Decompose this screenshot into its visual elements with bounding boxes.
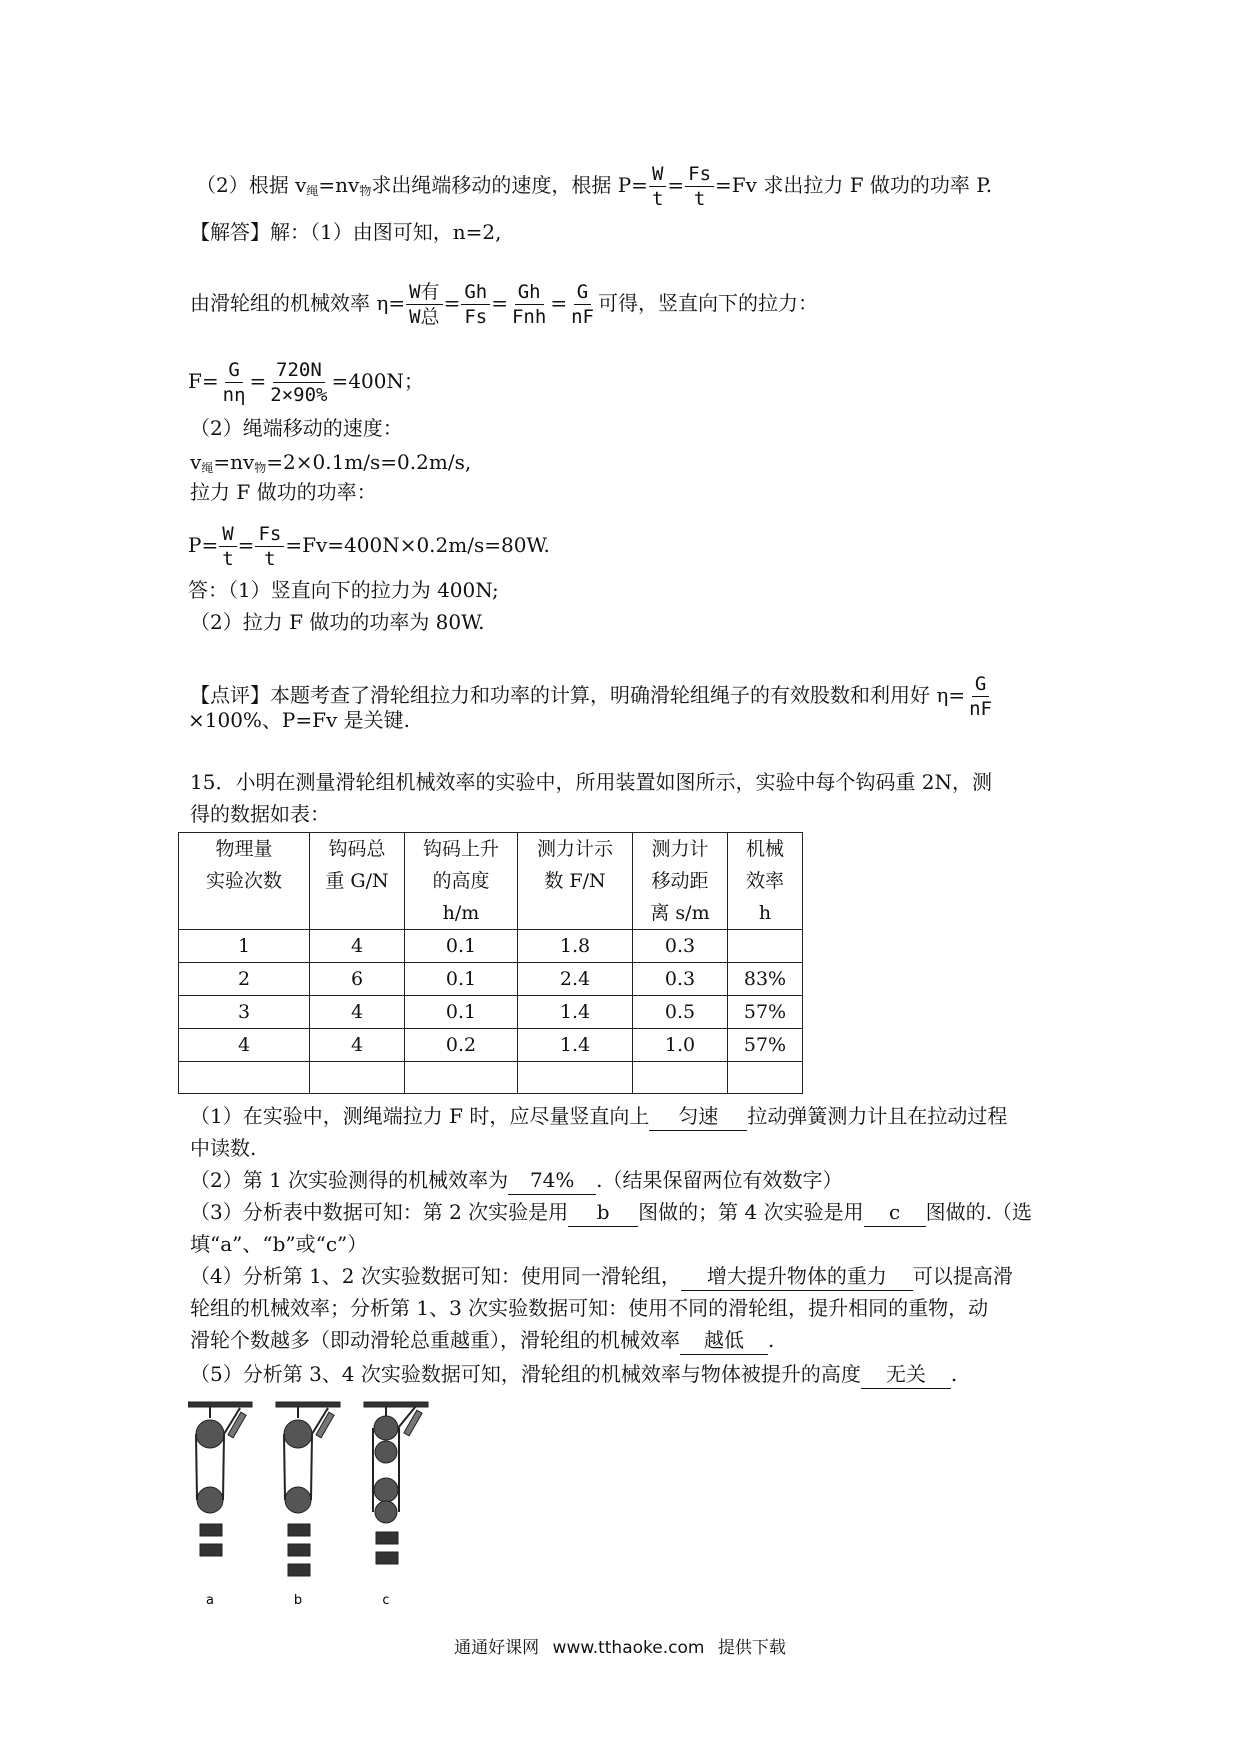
- table-cell: [310, 1062, 405, 1094]
- table-cell: 3: [179, 996, 310, 1029]
- text: 图做的；第 4 次实验是用: [638, 1200, 864, 1224]
- table-cell: [728, 930, 803, 963]
- rope: [196, 1434, 197, 1500]
- answer-1: 答：（1）竖直向下的拉力为 400N;: [188, 578, 499, 602]
- force-formula: F= $\frac{G}{n\eta}$ = $\frac{720N}{2\times 90\%}$ =400N；: [188, 359, 424, 406]
- table-cell: 1.4: [518, 1029, 633, 1062]
- header-line: 的高度: [432, 870, 490, 892]
- header-line: 物理量: [215, 838, 273, 860]
- answer-blank: 增大提升物体的重力: [681, 1262, 913, 1291]
- table-cell: [518, 1062, 633, 1094]
- table-cell: 57%: [728, 1029, 803, 1062]
- part-2: [190, 1166, 843, 1195]
- denominator: t: [651, 188, 664, 210]
- denominator: Fs: [464, 306, 488, 328]
- pulley-apparatus-figure: [188, 1400, 448, 1610]
- fraction: [649, 162, 666, 211]
- header-line: 效率: [745, 870, 784, 892]
- header-line: 数 F/N: [544, 870, 606, 892]
- table-row: [179, 1029, 803, 1062]
- weight-block: [376, 1532, 398, 1544]
- numerator: W有: [406, 280, 442, 305]
- text: 滑轮个数越多（即动滑轮总重越重），滑轮组的机械效率: [190, 1328, 680, 1352]
- rope: [223, 1434, 224, 1500]
- part-4-cont2: [190, 1326, 774, 1355]
- answer-blank: c: [864, 1198, 926, 1227]
- numerator: Fs: [255, 522, 284, 547]
- fraction: [220, 358, 249, 407]
- analysis-line: [196, 162, 992, 211]
- header-line: h/m: [442, 902, 480, 924]
- table-cell: 2: [179, 963, 310, 996]
- table-cell: 0.1: [405, 963, 518, 996]
- numerator: G: [225, 358, 242, 383]
- text: （3）分析表中数据可知：第 2 次实验是用: [190, 1200, 569, 1224]
- table-cell: 4: [179, 1029, 310, 1062]
- table-cell: 1.0: [633, 1029, 728, 1062]
- text: =400N；: [331, 369, 424, 393]
- part-3: [190, 1198, 1032, 1227]
- header-line: 离 s/m: [650, 902, 710, 924]
- table-cell: 4: [310, 930, 405, 963]
- moving-pulley: [375, 1501, 397, 1523]
- weight-block: [376, 1552, 398, 1564]
- table-cell: [728, 1062, 803, 1094]
- denominator: nF: [571, 306, 594, 328]
- numerator: 720N: [273, 358, 325, 383]
- numerator: Fs: [685, 162, 714, 187]
- text: =2×0.1m/s=0.2m/s,: [266, 450, 472, 474]
- text: 可以提高滑: [912, 1264, 1013, 1288]
- table-header-row: [179, 833, 803, 930]
- weight-block: [200, 1544, 222, 1556]
- text: （1）在实验中，测绳端拉力 F 时，应尽量竖直向上: [190, 1104, 650, 1128]
- text: F=: [188, 369, 219, 393]
- rope: [284, 1434, 285, 1500]
- answer-blank: 匀速: [649, 1102, 747, 1131]
- part-1: [190, 1102, 1007, 1131]
- moving-pulley: [197, 1487, 223, 1513]
- table-row: [179, 1062, 803, 1094]
- text: .: [768, 1328, 775, 1352]
- table-cell: 0.3: [633, 963, 728, 996]
- subscript: 绳: [306, 184, 319, 198]
- fraction: [568, 280, 597, 329]
- text: 拉动弹簧测力计且在拉动过程: [747, 1104, 1008, 1128]
- text: （2）第 1 次实验测得的机械效率为: [190, 1168, 509, 1192]
- subscript: 物: [254, 461, 267, 475]
- fixed-pulley: [284, 1420, 312, 1448]
- denominator: t: [222, 548, 234, 570]
- spring-scale: [404, 1410, 422, 1436]
- answer-blank: 无关: [861, 1360, 951, 1389]
- text: 求出绳端移动的速度，根据 P=: [371, 173, 648, 197]
- weight-block: [200, 1524, 222, 1536]
- header-line: 测力计示: [536, 838, 613, 860]
- text: （4）分析第 1、2 次实验数据可知：使用同一滑轮组，: [190, 1264, 681, 1288]
- part-4: [190, 1262, 1013, 1291]
- answer-blank: 74%: [508, 1166, 596, 1195]
- table-cell: 4: [310, 1029, 405, 1062]
- subscript: 物: [359, 184, 372, 198]
- table-cell: 0.1: [405, 996, 518, 1029]
- moving-pulley: [374, 1478, 398, 1502]
- table-row: [179, 930, 803, 963]
- numerator: W: [649, 162, 666, 187]
- table-row: [179, 963, 803, 996]
- table-cell: 1.4: [518, 996, 633, 1029]
- text: .: [950, 1362, 958, 1386]
- text: =nv: [213, 450, 255, 474]
- subscript: 绳: [201, 461, 214, 475]
- table-row: [179, 996, 803, 1029]
- text: =: [667, 173, 685, 197]
- pulley-set-b: [276, 1402, 340, 1576]
- comment-line-2: ×100%、P=Fv 是关键.: [188, 708, 411, 732]
- fraction: [219, 522, 236, 571]
- text: =Fv 求出拉力 F 做功的功率 P.: [715, 173, 993, 197]
- table-cell: 1.8: [518, 930, 633, 963]
- ceiling-bar: [276, 1402, 340, 1407]
- table-cell: 57%: [728, 996, 803, 1029]
- footer-url[interactable]: www.tthaoke.com: [552, 1638, 705, 1658]
- pulley-set-a: [188, 1402, 252, 1556]
- fixed-pulley: [375, 1441, 397, 1463]
- footer-site: 通通好课网: [454, 1638, 540, 1658]
- fraction: [255, 522, 284, 571]
- table-cell: 2.4: [518, 963, 633, 996]
- table-cell: [405, 1062, 518, 1094]
- page-footer: [0, 1633, 1240, 1658]
- table-cell: [633, 1062, 728, 1094]
- header-cell: [405, 833, 518, 930]
- fraction: [685, 162, 714, 211]
- text: v: [190, 450, 202, 474]
- fraction: [267, 358, 330, 407]
- denominator: nF: [969, 698, 992, 720]
- fraction: [509, 280, 549, 329]
- part-1-cont: 中读数.: [190, 1136, 257, 1160]
- data-table: [178, 832, 803, 1094]
- text: P=: [188, 533, 219, 557]
- table-cell: 0.5: [633, 996, 728, 1029]
- header-line: 测力计: [651, 838, 709, 860]
- part-4-cont: 轮组的机械效率；分析第 1、3 次实验数据可知：使用不同的滑轮组，提升相同的重物，动: [190, 1296, 989, 1320]
- text: （5）分析第 3、4 次实验数据可知，滑轮组的机械效率与物体被提升的高度: [190, 1362, 861, 1386]
- fixed-pulley: [196, 1420, 224, 1448]
- fraction: [966, 672, 995, 721]
- table-cell: 0.2: [405, 1029, 518, 1062]
- denominator: 2×90%: [270, 384, 328, 406]
- denominator: nη: [222, 384, 246, 406]
- weight-block: [288, 1564, 310, 1576]
- numerator: G: [972, 672, 989, 697]
- moving-pulley: [285, 1487, 311, 1513]
- header-cell: [179, 833, 310, 930]
- header-line: 机械: [745, 838, 784, 860]
- text: 【点评】本题考查了滑轮组拉力和功率的计算，明确滑轮组绳子的有效股数和利用好 η=: [190, 683, 966, 707]
- part-5: [190, 1360, 957, 1389]
- pulley-set-c: [364, 1402, 428, 1564]
- answer-blank: 越低: [680, 1326, 768, 1355]
- speed-formula: [190, 448, 471, 482]
- table-cell: 0.1: [405, 930, 518, 963]
- fraction: [461, 280, 490, 329]
- footer-note: 提供下载: [717, 1638, 786, 1658]
- table-cell: 83%: [728, 963, 803, 996]
- denominator: W总: [409, 306, 440, 328]
- figure-label: c: [382, 1593, 390, 1608]
- text: 由滑轮组的机械效率 η=: [190, 291, 406, 315]
- header-cell: [633, 833, 728, 930]
- fixed-pulley: [374, 1416, 398, 1440]
- header-line: 移动距: [651, 870, 709, 892]
- question-stem-1: 15．小明在测量滑轮组机械效率的实验中，所用装置如图所示，实验中每个钩码重 2N，测: [190, 770, 993, 794]
- header-cell: [310, 833, 405, 930]
- header-line: 重 G/N: [325, 870, 389, 892]
- numerator: Gh: [461, 280, 490, 305]
- figure-label: b: [293, 1593, 303, 1608]
- efficiency-formula: 由滑轮组的机械效率 η= $\frac{\text{W有}}{\text{W总}}$ = $\frac{Gh}{Fs}$ = $\frac{Gh}{\text{Fnh}}$ = $\frac{G}{nF}$ 可得，竖直向下的拉力：: [190, 281, 818, 328]
- text: （2）根据 v: [196, 173, 307, 197]
- weight-block: [288, 1524, 310, 1536]
- text: 可得，竖直向下的拉力：: [597, 291, 818, 315]
- table-cell: 6: [310, 963, 405, 996]
- solution-head: 【解答】解：（1）由图可知，n=2,: [190, 220, 502, 244]
- speed-head: （2）绳端移动的速度：: [190, 416, 403, 440]
- ceiling-bar: [188, 1402, 252, 1407]
- table-cell: 1: [179, 930, 310, 963]
- part-3-cont: 填“a”、“b”或“c”）: [190, 1232, 368, 1256]
- numerator: Gh: [515, 280, 544, 305]
- header-line: 钩码总: [328, 838, 386, 860]
- table-cell: 0.3: [633, 930, 728, 963]
- question-stem-2: 得的数据如表：: [190, 802, 330, 826]
- power-formula: P= $\frac{W}{t}$ = $\frac{Fs}{t}$ =Fv=400N×0.2m/s=80W.: [188, 523, 550, 570]
- header-line: h: [758, 902, 772, 924]
- power-head: 拉力 F 做功的功率：: [190, 480, 377, 504]
- text: .（结果保留两位有效数字）: [596, 1168, 843, 1192]
- weight-block: [288, 1544, 310, 1556]
- header-line: 钩码上升: [422, 838, 499, 860]
- fraction: [406, 280, 442, 329]
- numerator: W: [219, 522, 236, 547]
- table-cell: 4: [310, 996, 405, 1029]
- rope: [311, 1434, 312, 1500]
- header-cell: [518, 833, 633, 930]
- text: 图做的.（选: [925, 1200, 1032, 1224]
- denominator: t: [264, 548, 276, 570]
- text: =Fv=400N×0.2m/s=80W.: [285, 533, 550, 557]
- answer-blank: b: [568, 1198, 638, 1227]
- text: =nv: [318, 173, 360, 197]
- figure-label: a: [206, 1593, 214, 1608]
- header-line: 实验次数: [205, 870, 282, 892]
- answer-2: （2）拉力 F 做功的功率为 80W.: [190, 610, 485, 634]
- table-cell: [179, 1062, 310, 1094]
- header-cell: [728, 833, 803, 930]
- numerator: G: [574, 280, 591, 305]
- denominator: t: [693, 188, 706, 210]
- ceiling-bar: [364, 1402, 428, 1407]
- denominator: Fnh: [511, 306, 547, 328]
